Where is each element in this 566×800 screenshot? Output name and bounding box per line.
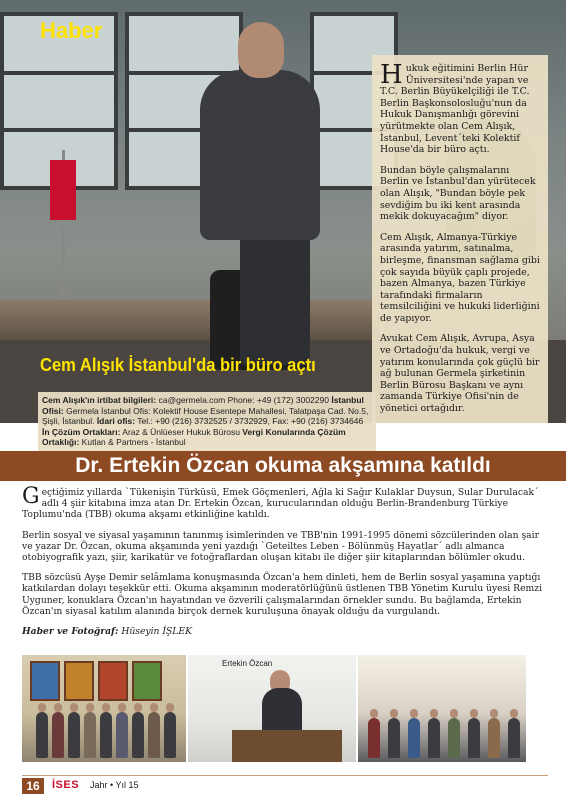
drop-cap: H	[380, 60, 403, 90]
article-headline: Dr. Ertekin Özcan okuma akşamına katıldı	[75, 454, 491, 477]
wall-painting	[64, 661, 94, 701]
wall-painting	[98, 661, 128, 701]
person	[36, 712, 48, 758]
photo-caption: Ertekin Özcan	[222, 659, 273, 668]
byline: Haber ve Fotoğraf: Hüseyin İŞLEK	[22, 626, 192, 638]
wall-painting	[132, 661, 162, 701]
person	[428, 718, 440, 758]
person-body	[200, 70, 320, 240]
side-paragraph-4: Avukat Cem Alışık, Avrupa, Asya ve Ortadoğu'da hukuk, vergi ve yatırım konularında çok güçlü bir ağ bulunan Germela şirketinin Berlin Bürosu Başkanı ve aynı zamanda Türkiye Ofisi'nin de yönetici ortağıdır.	[380, 333, 540, 415]
brand-logo: İSES	[52, 779, 80, 791]
drop-cap: G	[22, 484, 40, 509]
group-photo	[22, 655, 186, 762]
side-paragraph-2: Bundan böyle çalışmalarını Berlin ve İstanbul'dan yürütecek olan Alışık, "Bundan böyle pek sevdiğim bu iki kent arasında mekik dokuyacağım" diyor.	[380, 164, 536, 223]
person	[68, 712, 80, 758]
person	[116, 712, 128, 758]
side-paragraph-3: Cem Alışık, Almanya-Türkiye arasında yatırım, satınalma, birleşme, finansman sağlama gibi çok sayıda büyük çaplı projede, bazen Almanya, bazen Türkiye tarafındaki firmaların temsilciliğini ve hukuki liderliğini de yapıyor.	[380, 231, 540, 324]
person	[148, 712, 160, 758]
person-head	[238, 22, 284, 78]
wall-painting	[30, 661, 60, 701]
side-text-box	[372, 55, 548, 423]
footer-rule	[22, 775, 548, 776]
contact-info: Cem Alışık'ın irtibat bilgileri: ca@germela.com Phone: +49 (172) 3002290 İstanbul Ofisi: Germela İstanbul Ofis: Kolektif House Esentepe Mahallesi, Talatpaşa Cad. No.5, Şişli, İstanbul. İdari ofis: Tel.: +90 (216) 3732525 / 3732929, Fax: +90 (216) 3734646 İn Çözüm Ortakları: Araz & Ünlüeser Hukuk Bürosu Vergi Konularında Çözüm Ortaklığı: Kutlan & Partners - İstanbul	[38, 392, 376, 451]
turkish-flag	[50, 160, 76, 220]
side-paragraph-1: Hukuk eğitimini Berlin Hür Üniversitesi'nde yapan ve T.C. Berlin Büyükelçiliği ile T.C. Berlin Başkonsolosluğu'nun da Hukuk Danışmanlığı görevini yürütmekte olan Cem Alışık, İstanbul, Levent´teki Kolektif House'da bir büro açtı.	[380, 60, 530, 156]
person-legs	[240, 235, 310, 365]
issue-label: Jahr • Yıl 15	[90, 780, 139, 790]
person	[448, 718, 460, 758]
lectern	[232, 730, 342, 762]
person	[52, 712, 64, 758]
person	[508, 718, 520, 758]
person	[368, 718, 380, 758]
person	[408, 718, 420, 758]
person	[132, 712, 144, 758]
audience-photo	[358, 655, 526, 762]
section-label: Haber	[40, 18, 103, 43]
article-paragraph-2: Berlin sosyal ve siyasal yaşamının tanınmış isimlerinden ve TBB'nin 1991-1995 dönemi sözcülerinden olan şair ve yazar Dr. Özcan, okuma akşamında yeni yazdığı `Geteiltes Leben - Bölünmüş Hayatlar´ adlı almanca otobiyografik yazı, şiir, karikatür ve fotoğraflardan oluşan kitabı ile diğer şiir kitaplarından bölümler okudu.	[22, 529, 539, 564]
person	[468, 718, 480, 758]
person	[164, 712, 176, 758]
person	[488, 718, 500, 758]
desk	[0, 300, 380, 340]
article-body	[22, 484, 546, 646]
page-number: 16	[22, 778, 44, 794]
person	[100, 712, 112, 758]
article-paragraph-3: TBB sözcüsü Ayşe Demir selâmlama konuşmasında Özcan'a hem dinleti, hem de Berlin sosyal yaşamına yaptığı katkılardan dolayı teşekkür etti. Okuma akşamının moderatörlüğünü üstlenen TBB Yönetim Kurulu üyesi Remzi Uyguner, konuklara Özcan'ın hayatından ve özverili çalışmalarından örnekler sundu. Bu bağlamda, Ertekin Özcan'ın siyasal katılım alanında birçok dernek kuruluşuna önayak olduğu da vurgulandı.	[22, 572, 543, 617]
article-paragraph-1: Geçtiğimiz yıllarda `Tükenişin Türküsü, Emek Göçmenleri, Ağla ki Sağır Kulaklar Duysun, Sular Durulacak´ adlı 4 şiir kitabına imza atan Dr. Ertekin Özcan, kurucularından olduğu Berlin-Brandenburg Türkiye Toplumu'nda (TBB) okuma akşamı etkinliğine katıldı.	[22, 484, 539, 521]
person	[388, 718, 400, 758]
hero-title: Cem Alışık İstanbul'da bir büro açtı	[40, 355, 316, 375]
person	[84, 712, 96, 758]
